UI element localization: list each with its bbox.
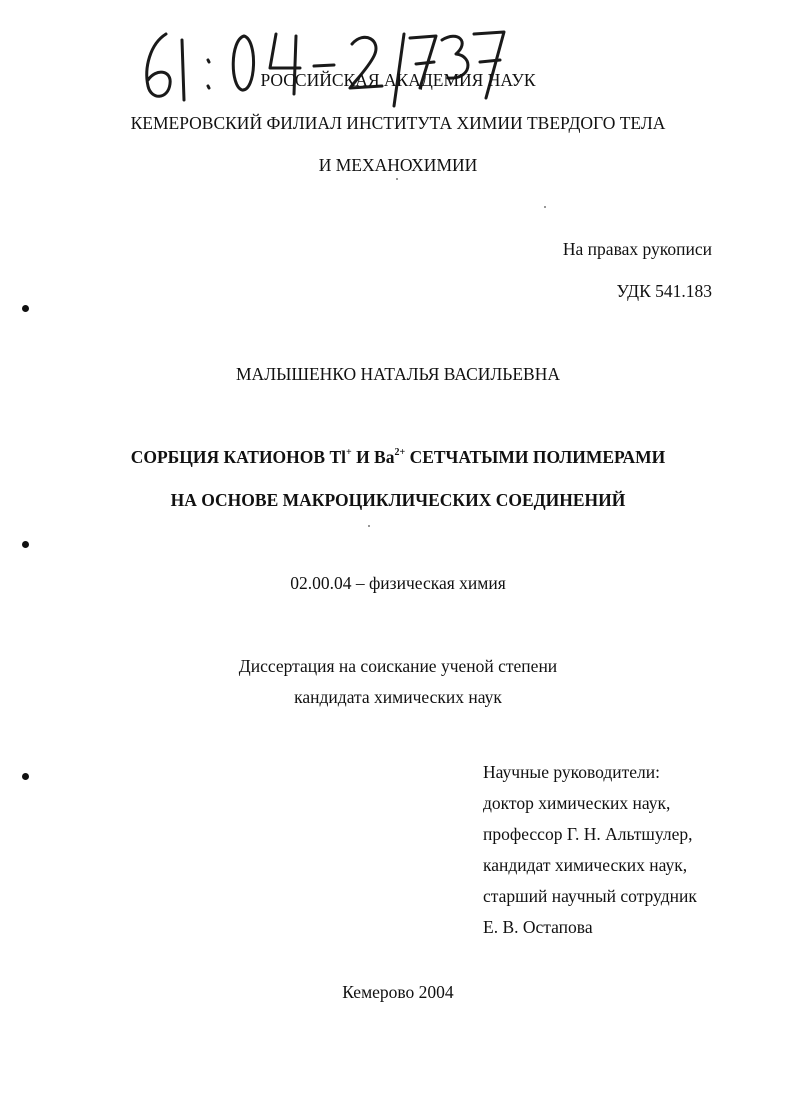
supervisors-heading: Научные руководители: xyxy=(483,762,660,782)
dissertation-title-line1 xyxy=(0,447,796,467)
title-sup2: 2+ xyxy=(394,447,406,458)
scan-speck xyxy=(368,525,370,527)
supervisor-line: старший научный сотрудник xyxy=(483,886,697,906)
specialty-code: 02.00.04 – физическая химия xyxy=(290,573,506,593)
dissertation-title-line2: НА ОСНОВЕ МАКРОЦИКЛИЧЕСКИХ СОЕДИНЕНИЙ xyxy=(170,490,626,510)
title-part3: СЕТЧАТЫМИ ПОЛИМЕРАМИ xyxy=(405,447,666,467)
degree-line1: Диссертация на соискание ученой степени xyxy=(238,656,558,676)
supervisor-line: кандидат химических наук, xyxy=(483,855,688,875)
udc-code: УДК 541.183 xyxy=(616,281,712,301)
scan-dot xyxy=(22,773,29,780)
author-name: МАЛЫШЕНКО НАТАЛЬЯ ВАСИЛЬЕВНА xyxy=(236,364,560,384)
degree-line2: кандидата химических наук xyxy=(294,687,502,707)
scan-speck xyxy=(396,178,398,180)
city-year: Кемерово 2004 xyxy=(342,982,454,1002)
supervisor-line: доктор химических наук, xyxy=(483,793,671,813)
branch-name-line1: КЕМЕРОВСКИЙ ФИЛИАЛ ИНСТИТУТА ХИМИИ ТВЕРДОГО ТЕЛА xyxy=(130,113,666,133)
supervisor-line: профессор Г. Н. Альтшулер, xyxy=(483,824,693,844)
supervisor-line: Е. В. Остапова xyxy=(483,917,593,937)
title-sup1: + xyxy=(345,447,352,458)
handwritten-catalog-text: 61:04-2/737 xyxy=(136,28,141,29)
manuscript-rights: На правах рукописи xyxy=(562,239,712,259)
scan-dot xyxy=(22,305,29,312)
title-part1: СОРБЦИЯ КАТИОНОВ Tl xyxy=(130,447,346,467)
handwritten-catalog-number xyxy=(136,28,516,108)
scan-speck xyxy=(544,206,546,208)
academy-name: РОССИЙСКАЯ АКАДЕМИЯ НАУК xyxy=(260,70,536,90)
branch-name-line2: И МЕХАНОХИМИИ xyxy=(318,155,478,175)
title-part2: И Ba xyxy=(351,447,395,467)
scan-dot xyxy=(22,541,29,548)
